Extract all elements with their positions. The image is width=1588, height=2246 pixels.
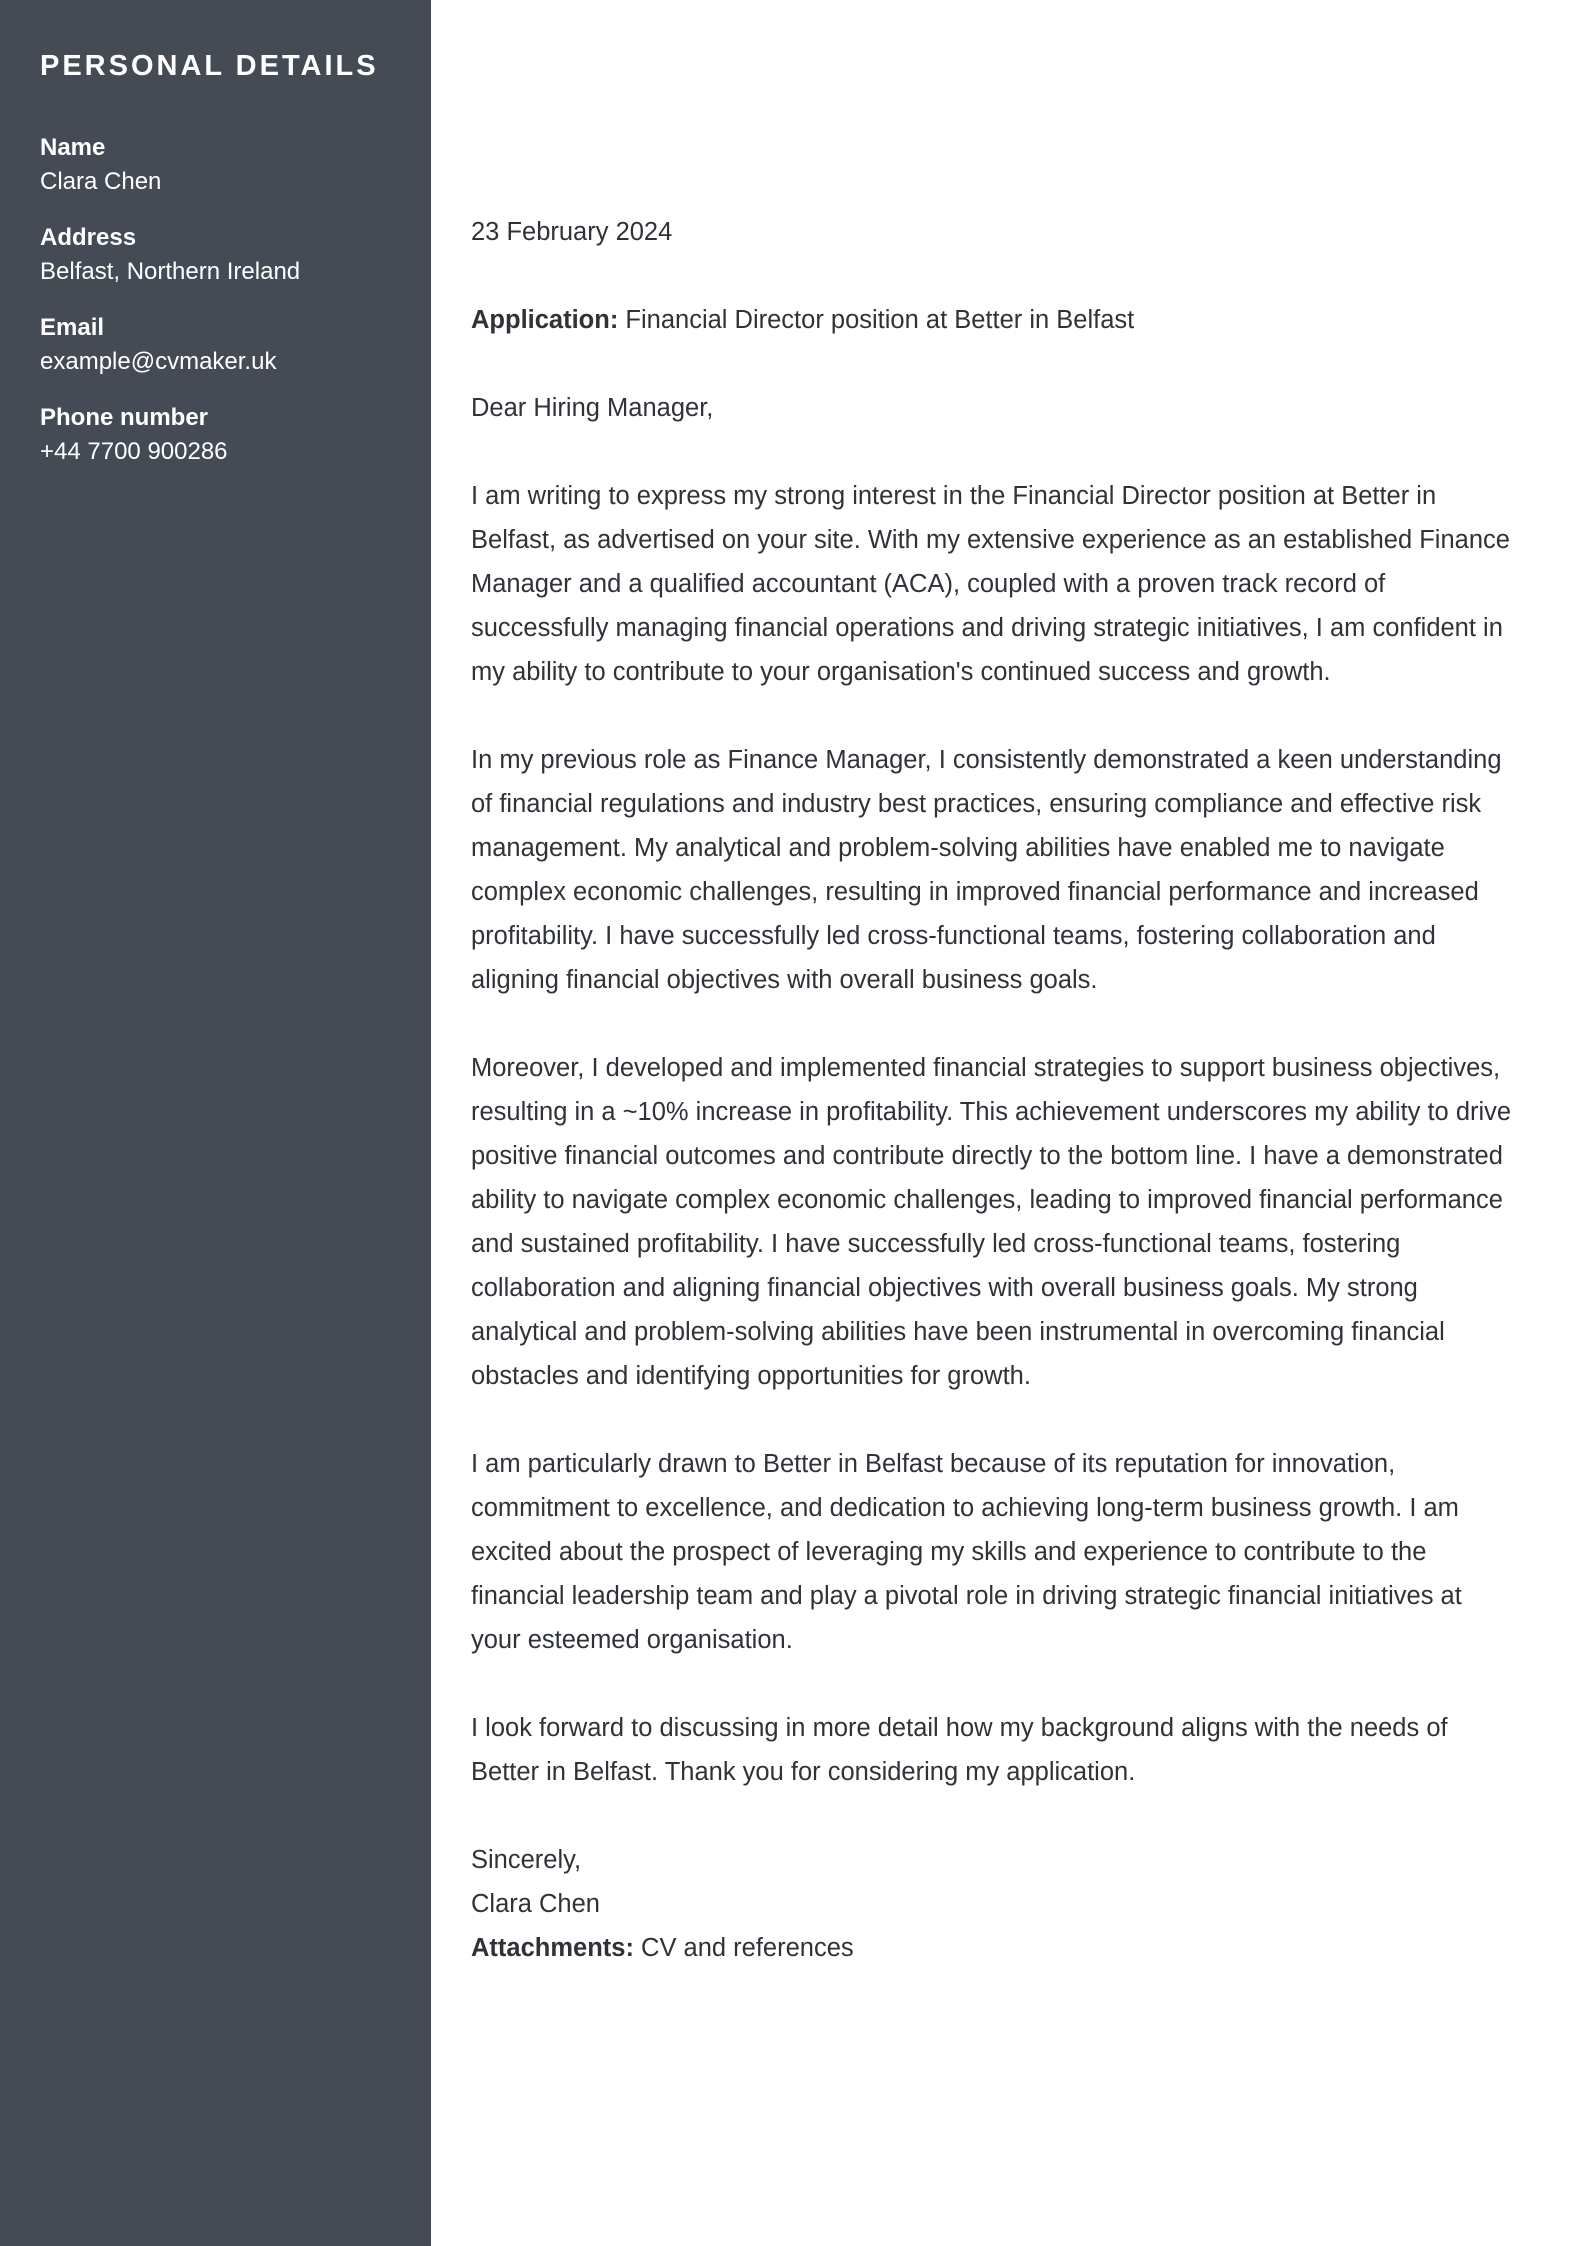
letter-paragraph: In my previous role as Finance Manager, I consistently demonstrated a keen understanding of financial regulations and industry best practices, ensuring compliance and effective risk management. My analytical and problem-solving abilities have enabled me to navigate complex economic challenges, resulting in improved financial performance and increased profitability. I have successfully led cross-functional teams, fostering collaboration and aligning financial objectives with overall business goals. [471, 746, 1502, 994]
letter-closing-block [471, 1838, 1518, 1970]
personal-details-title: PERSONAL DETAILS [40, 50, 379, 82]
letter-paragraph: I look forward to discussing in more detail how my background aligns with the needs of Better in Belfast. Thank you for considering my application. [471, 1714, 1448, 1786]
detail-label: Phone number [40, 404, 209, 431]
letter-greeting: Dear Hiring Manager, [471, 394, 714, 422]
detail-label: Address [40, 224, 137, 251]
detail-value: Belfast, Northern Ireland [40, 258, 301, 285]
letter-date: 23 February 2024 [471, 218, 673, 246]
letter-subject [471, 298, 1518, 342]
letter-paragraph: Moreover, I developed and implemented financial strategies to support business objectives, resulting in a ~10% increase in profitability. This achievement underscores my ability to drive positive financial outcomes and contribute directly to the bottom line. I have a demonstrated ability to navigate complex economic challenges, leading to improved financial performance and sustained profitability. I have successfully led cross-functional teams, fostering collaboration and aligning financial objectives with overall business goals. My strong analytical and problem-solving abilities have been instrumental in overcoming financial obstacles and identifying opportunities for growth. [471, 1054, 1512, 1390]
personal-details-sidebar [0, 0, 431, 2246]
detail-label: Name [40, 134, 106, 161]
subject-label: Application: [471, 306, 619, 334]
detail-label: Email [40, 314, 105, 341]
detail-value: example@cvmaker.uk [40, 348, 277, 375]
letter-paragraph: I am writing to express my strong interest in the Financial Director position at Better in Belfast, as advertised on your site. With my extensive experience as an established Finance Manager and a qualified accountant (ACA), coupled with a proven track record of successfully managing financial operations and driving strategic initiatives, I am confident in my ability to contribute to your organisation's continued success and growth. [471, 482, 1510, 686]
letter-paragraph: I am particularly drawn to Better in Belfast because of its reputation for innovation, commitment to excellence, and dedication to achieving long-term business growth. I am excited about the prospect of leveraging my skills and experience to contribute to the financial leadership team and play a pivotal role in driving strategic financial initiatives at your esteemed organisation. [471, 1450, 1462, 1654]
detail-value: Clara Chen [40, 168, 162, 195]
attachments-text: CV and references [641, 1934, 854, 1962]
detail-phone [40, 401, 391, 469]
closing: Sincerely, [471, 1846, 582, 1874]
signature-name: Clara Chen [471, 1890, 600, 1918]
letter-body [431, 0, 1588, 2246]
attachments [471, 1926, 1518, 1970]
attachments-label: Attachments: [471, 1934, 634, 1962]
detail-address [40, 221, 391, 289]
subject-text: Financial Director position at Better in Belfast [625, 306, 1135, 334]
detail-name [40, 131, 391, 199]
detail-email [40, 311, 391, 379]
detail-value: +44 7700 900286 [40, 438, 228, 465]
